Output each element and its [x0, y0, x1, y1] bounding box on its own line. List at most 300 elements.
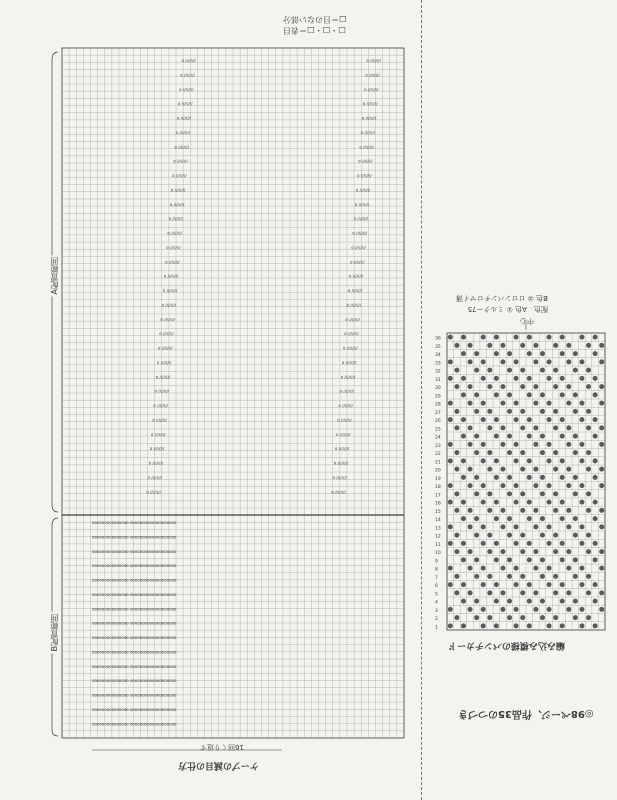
pattern-row-number: 18 [435, 485, 441, 491]
punch-dot [448, 524, 453, 529]
punch-dot [500, 524, 505, 529]
pattern-row-number: 8 [435, 567, 438, 573]
pattern-row-number: 5 [435, 592, 438, 598]
stitch-mark-row: ooooooooooooooo ooooooooooooooooooo [92, 706, 177, 712]
punch-dot [468, 549, 473, 554]
punch-dot [579, 541, 584, 546]
decrease-mark-row: o ∕∕∕∕∕∕∕∕ [355, 187, 371, 193]
stitch-mark-row: ooooooooooooooo ooooooooooooooooooo [92, 721, 177, 727]
punch-dot [573, 434, 578, 439]
pattern-row-number: 2 [435, 617, 438, 623]
punch-dot [448, 442, 453, 447]
stitch-mark-row: ooooooooooooooo ooooooooooooooooooo [92, 577, 177, 583]
decrease-mark-row: o ∕∕∕∕∕∕∕∕ [358, 158, 373, 164]
stitch-mark-row: ooooooooooooooo ooooooooooooooooooo [92, 520, 177, 525]
punch-dot [540, 434, 545, 439]
page-reference: ◎98ページ、作品35のつづき [458, 708, 594, 719]
punch-dot [448, 458, 453, 463]
punch-dot [527, 623, 532, 628]
punch-dot [553, 425, 558, 430]
punch-dot [448, 623, 453, 628]
decrease-mark-row: o ∕∕∕∕∕∕∕∕ [334, 446, 350, 452]
punch-dot [481, 417, 486, 422]
punch-dot [533, 524, 538, 529]
decrease-mark-row: o ∕∕∕∕∕∕∕∕ [149, 446, 165, 452]
punch-dot [553, 533, 558, 538]
punch-dot [599, 607, 604, 612]
punch-dot [560, 516, 565, 521]
punch-dot [507, 557, 512, 562]
decrease-mark-row: o ∕∕∕∕∕∕∕∕ [154, 388, 170, 394]
punch-dot [566, 566, 571, 571]
punch-dot [507, 368, 512, 373]
punch-dot [527, 335, 532, 340]
decrease-mark-row: o ∕∕∕∕∕∕∕∕ [176, 115, 192, 121]
punch-dot [474, 450, 479, 455]
punch-dot [599, 442, 604, 447]
punch-dot [520, 450, 525, 455]
punch-dot [487, 615, 492, 620]
punch-dot [547, 417, 552, 422]
punch-dot [573, 574, 578, 579]
color-note-a: 配色 A色 ① ミルクー75 [467, 305, 548, 313]
pattern-row-number: 33 [435, 361, 441, 367]
punch-dot [573, 557, 578, 562]
decrease-mark-row: o ∕∕∕∕∕∕∕∕ [170, 187, 186, 193]
punch-dot [586, 491, 591, 496]
punch-dot [494, 541, 499, 546]
punch-dot [454, 343, 459, 348]
punch-dot [494, 351, 499, 356]
punch-dot [487, 409, 492, 414]
punch-dot [448, 359, 453, 364]
punch-dot [599, 343, 604, 348]
punch-dot [461, 458, 466, 463]
punch-dot [599, 425, 604, 430]
punch-dot [586, 368, 591, 373]
pattern-row-number: 32 [435, 369, 441, 375]
punch-dot [547, 582, 552, 587]
pattern-row-number: 24 [435, 435, 441, 441]
decrease-mark-row: o ∕∕∕∕∕∕∕∕ [361, 115, 377, 121]
stitch-mark-row: ooooooooooooooo ooooooooooooooooooo [92, 678, 177, 684]
punch-dot [507, 450, 512, 455]
pattern-row-number: 17 [435, 493, 441, 499]
punch-dot [507, 409, 512, 414]
punch-dot [461, 417, 466, 422]
punch-dot [586, 508, 591, 513]
punch-dot [454, 590, 459, 595]
punch-dot [448, 500, 453, 505]
punch-dot [487, 590, 492, 595]
decrease-mark-row: o ∕∕∕∕∕∕∕∕ [360, 129, 376, 135]
punch-dot [520, 368, 525, 373]
pattern-row-number: 9 [435, 559, 438, 565]
punch-dot [553, 409, 558, 414]
punch-dot [500, 590, 505, 595]
punch-dot [454, 574, 459, 579]
punch-dot [494, 335, 499, 340]
pattern-row-number: 28 [435, 402, 441, 408]
repeat-note: 16回くり返す [200, 743, 244, 751]
punch-dot [566, 442, 571, 447]
decrease-mark-row: o ∕∕∕∕∕∕∕∕ [174, 144, 189, 150]
punch-dot [579, 442, 584, 447]
decrease-mark-row: o ∕∕∕∕∕∕∕∕ [179, 86, 194, 92]
punch-dot [494, 417, 499, 422]
punch-dot [474, 533, 479, 538]
punch-dot [560, 417, 565, 422]
punch-dot [586, 409, 591, 414]
punch-dot [573, 368, 578, 373]
decrease-mark-row: o ∕∕∕∕∕∕∕∕ [354, 201, 370, 207]
stitch-mark-row: ooooooooooooooo ooooooooooooooooooo [92, 649, 177, 655]
punch-dot [487, 343, 492, 348]
punch-dot [514, 483, 519, 488]
punch-dot [520, 425, 525, 430]
punch-dot [500, 508, 505, 513]
punch-dot [474, 434, 479, 439]
punch-dot [520, 590, 525, 595]
punch-dot [586, 615, 591, 620]
punch-dot [593, 623, 598, 628]
punch-dot [579, 335, 584, 340]
punch-dot [527, 417, 532, 422]
punch-dot [593, 458, 598, 463]
punch-dot [468, 607, 473, 612]
punch-dot [533, 483, 538, 488]
punch-dot [573, 392, 578, 397]
punch-dot [593, 335, 598, 340]
punch-dot [481, 401, 486, 406]
punch-dot [553, 368, 558, 373]
punch-dot [507, 475, 512, 480]
stitch-mark-row: ooooooooooooooo ooooooooooooooooooo [92, 591, 177, 597]
decrease-mark-row: o ∕∕∕∕∕∕∕∕ [156, 359, 172, 365]
punch-dot [533, 607, 538, 612]
punch-dot [533, 549, 538, 554]
decrease-mark-row: o ∕∕∕∕∕∕∕∕ [357, 173, 372, 178]
punch-dot [527, 500, 532, 505]
punch-dot [533, 384, 538, 389]
punch-dot [540, 533, 545, 538]
punch-dot [593, 516, 598, 521]
decrease-mark-row: o ∕∕∕∕∕∕∕∕ [165, 259, 180, 265]
pattern-row-number: 29 [435, 394, 441, 400]
center-label: 中心 [520, 317, 534, 325]
punch-dot [586, 574, 591, 579]
punch-dot [566, 590, 571, 595]
punch-dot [527, 376, 532, 381]
punch-dot [468, 483, 473, 488]
pattern-row-number: 1 [435, 625, 438, 631]
punch-dot [540, 574, 545, 579]
punch-dot [540, 475, 545, 480]
stitch-mark-row: ooooooooooooooo ooooooooooooooooooo [92, 635, 177, 640]
decrease-mark-row: o ∕∕∕∕∕∕∕∕ [348, 273, 364, 279]
decrease-mark-row: o ∕∕∕∕∕∕∕∕ [173, 158, 188, 164]
punch-dot [461, 500, 466, 505]
stitch-mark-row: ooooooooooooooo ooooooooooooooooooo [92, 534, 177, 540]
punch-dot [560, 541, 565, 546]
punch-dot [586, 425, 591, 430]
punch-dot [461, 376, 466, 381]
punch-dot [593, 434, 598, 439]
punch-dot [500, 483, 505, 488]
pattern-row-number: 10 [435, 551, 441, 557]
punch-dot [599, 508, 604, 513]
punch-dot [454, 491, 459, 496]
pattern-row-number: 22 [435, 452, 441, 458]
pattern-chart-caption: 編み込み模様のパンチカード [448, 640, 565, 650]
stitch-mark-row: ooooooooooooooo ooooooooooooooooooo [92, 606, 177, 612]
decrease-mark-row: o ∕∕∕∕∕∕∕∕ [160, 316, 175, 322]
punch-dot [481, 376, 486, 381]
pattern-row-number: 4 [435, 600, 438, 606]
punch-dot [573, 409, 578, 414]
punch-dot [599, 467, 604, 472]
punch-dot [560, 623, 565, 628]
punch-dot [566, 549, 571, 554]
decrease-mark-row: o ∕∕∕∕∕∕∕∕ [344, 331, 359, 337]
punch-dot [586, 450, 591, 455]
punch-dot [579, 623, 584, 628]
decrease-mark-row: o ∕∕∕∕∕∕∕∕ [351, 244, 366, 250]
punch-dot [514, 417, 519, 422]
pattern-row-number: 16 [435, 501, 441, 507]
decrease-mark-row: o ∕∕∕∕∕∕∕∕ [338, 403, 353, 408]
decrease-mark-row: o ∕∕∕∕∕∕∕∕ [332, 474, 348, 480]
punch-dot [593, 582, 598, 587]
punch-dot [448, 566, 453, 571]
punch-dot [560, 434, 565, 439]
punch-dot [454, 467, 459, 472]
punch-dot [566, 524, 571, 529]
punch-dot [547, 524, 552, 529]
punch-dot [566, 483, 571, 488]
punch-dot [547, 607, 552, 612]
decrease-mark-row: o ∕∕∕∕∕∕∕∕ [350, 259, 365, 265]
punch-dot [553, 574, 558, 579]
punch-dot [454, 425, 459, 430]
pattern-row-number: 36 [435, 336, 441, 342]
punch-dot [487, 425, 492, 430]
punch-dot [487, 549, 492, 554]
pattern-row-number: 7 [435, 575, 438, 581]
decrease-mark-row: o ∕∕∕∕∕∕∕∕ [153, 403, 168, 408]
decrease-mark-row: o ∕∕∕∕∕∕∕∕ [333, 460, 349, 466]
punch-dot [461, 351, 466, 356]
punch-dot [547, 500, 552, 505]
decrease-mark-row: o ∕∕∕∕∕∕∕∕ [352, 230, 367, 236]
punch-dot [468, 384, 473, 389]
punch-dot [579, 500, 584, 505]
punch-dot [547, 483, 552, 488]
punch-dot [468, 343, 473, 348]
pattern-row-number: 26 [435, 419, 441, 425]
decrease-mark-row: o ∕∕∕∕∕∕∕∕ [362, 101, 378, 107]
punch-dot [527, 392, 532, 397]
punch-dot [560, 335, 565, 340]
punch-dot [500, 359, 505, 364]
decrease-mark-row: o ∕∕∕∕∕∕∕∕ [364, 86, 379, 92]
punch-dot [520, 491, 525, 496]
color-notes [456, 292, 548, 314]
punch-dot [454, 533, 459, 538]
punch-dot [481, 442, 486, 447]
punch-dot [507, 615, 512, 620]
punch-dot [533, 590, 538, 595]
punch-dot [500, 549, 505, 554]
punch-dot [494, 582, 499, 587]
punch-dot [468, 442, 473, 447]
punch-dot [579, 458, 584, 463]
punch-dot [560, 582, 565, 587]
pattern-row-number: 15 [435, 509, 441, 515]
punch-dot [579, 483, 584, 488]
column-divider [421, 0, 422, 800]
punch-dot [468, 359, 473, 364]
punch-dot [474, 557, 479, 562]
punch-dot [579, 607, 584, 612]
punch-dot [481, 500, 486, 505]
punch-dot [553, 590, 558, 595]
punch-dot [474, 475, 479, 480]
punch-dot [448, 335, 453, 340]
punch-dot [481, 607, 486, 612]
pattern-row-number: 3 [435, 608, 438, 614]
punch-dot [507, 516, 512, 521]
punch-dot [494, 458, 499, 463]
punch-dot [527, 599, 532, 604]
punch-dot [514, 607, 519, 612]
punch-dot [500, 343, 505, 348]
punch-dot [500, 607, 505, 612]
decrease-mark-row: o ∕∕∕∕∕∕∕∕ [167, 230, 182, 236]
punch-dot [560, 376, 565, 381]
punch-dot [481, 623, 486, 628]
pattern-row-number: 23 [435, 443, 441, 449]
decrease-mark-row: o ∕∕∕∕∕∕∕∕ [155, 374, 171, 380]
punch-dot [586, 590, 591, 595]
punch-dot [468, 508, 473, 513]
punch-dot [573, 450, 578, 455]
punch-dot [540, 599, 545, 604]
punch-dot [533, 401, 538, 406]
punch-dot [494, 623, 499, 628]
punch-dot [566, 425, 571, 430]
punch-dot [560, 392, 565, 397]
decrease-mark-row: o ∕∕∕∕∕∕∕∕ [163, 273, 179, 279]
punch-dot [566, 401, 571, 406]
punch-dot [540, 516, 545, 521]
punch-dot [599, 549, 604, 554]
punch-dot [586, 384, 591, 389]
punch-dot [553, 549, 558, 554]
decrease-mark-row: o ∕∕∕∕∕∕∕∕ [359, 144, 374, 150]
decrease-mark-row: o ∕∕∕∕∕∕∕∕ [341, 359, 357, 365]
punch-dot [500, 442, 505, 447]
stitch-mark-row: ooooooooooooooo ooooooooooooooooooo [92, 563, 177, 569]
punch-dot [553, 467, 558, 472]
punch-dot [593, 475, 598, 480]
punch-dot [579, 401, 584, 406]
punch-dot [593, 392, 598, 397]
punch-dot [468, 524, 473, 529]
punch-dot [527, 516, 532, 521]
decrease-mark-row: o ∕∕∕∕∕∕∕∕ [340, 374, 356, 380]
pattern-row-number: 21 [435, 460, 441, 466]
punch-dot [586, 549, 591, 554]
punch-dot [573, 599, 578, 604]
punch-dot [474, 516, 479, 521]
decrease-mark-row: o ∕∕∕∕∕∕∕∕ [343, 345, 358, 351]
punch-dot [494, 599, 499, 604]
color-note-b: B色 ② ロロンバンチロマイ薄 [456, 294, 548, 302]
punch-dot [454, 409, 459, 414]
punch-dot [566, 359, 571, 364]
punch-dot [500, 566, 505, 571]
punch-dot [520, 615, 525, 620]
punch-dot [514, 623, 519, 628]
punch-dot [461, 516, 466, 521]
pattern-row-number: 20 [435, 468, 441, 474]
punch-dot [448, 376, 453, 381]
punch-dot [448, 417, 453, 422]
punch-dot [566, 607, 571, 612]
punch-dot [573, 533, 578, 538]
punch-dot [461, 599, 466, 604]
lower-section-label: B配置範囲 [50, 614, 59, 652]
punch-dot [593, 376, 598, 381]
upper-section-label: A配置範囲 [50, 257, 59, 295]
punch-dot [468, 566, 473, 571]
punch-dot [507, 434, 512, 439]
pattern-row-number: 12 [435, 534, 441, 540]
punch-dot [514, 582, 519, 587]
punch-dot [487, 368, 492, 373]
punch-dot [579, 359, 584, 364]
punch-dot [593, 557, 598, 562]
stitch-mark-row: ooooooooooooooo ooooooooooooooooooo [92, 548, 177, 554]
punch-dot [527, 458, 532, 463]
punch-dot [533, 566, 538, 571]
punch-dot [520, 574, 525, 579]
punch-dot [540, 368, 545, 373]
punch-dot [454, 549, 459, 554]
punch-dot [461, 434, 466, 439]
punch-dot [599, 566, 604, 571]
decrease-mark-row: o ∕∕∕∕∕∕∕∕ [337, 417, 352, 423]
punch-dot [448, 607, 453, 612]
punch-dot [573, 351, 578, 356]
decrease-mark-row: o ∕∕∕∕∕∕∕∕ [158, 345, 173, 351]
punch-dot [599, 401, 604, 406]
punch-dot [527, 557, 532, 562]
punch-dot [579, 566, 584, 571]
punch-dot [514, 500, 519, 505]
punch-dot [481, 582, 486, 587]
punch-dot [500, 467, 505, 472]
punch-dot [494, 557, 499, 562]
decrease-mark-row: o ∕∕∕∕∕∕∕∕ [151, 431, 166, 437]
punch-dot [481, 359, 486, 364]
punch-dot [468, 401, 473, 406]
punch-dot [487, 467, 492, 472]
punch-dot [540, 615, 545, 620]
punch-dot [481, 483, 486, 488]
punch-dot [560, 599, 565, 604]
